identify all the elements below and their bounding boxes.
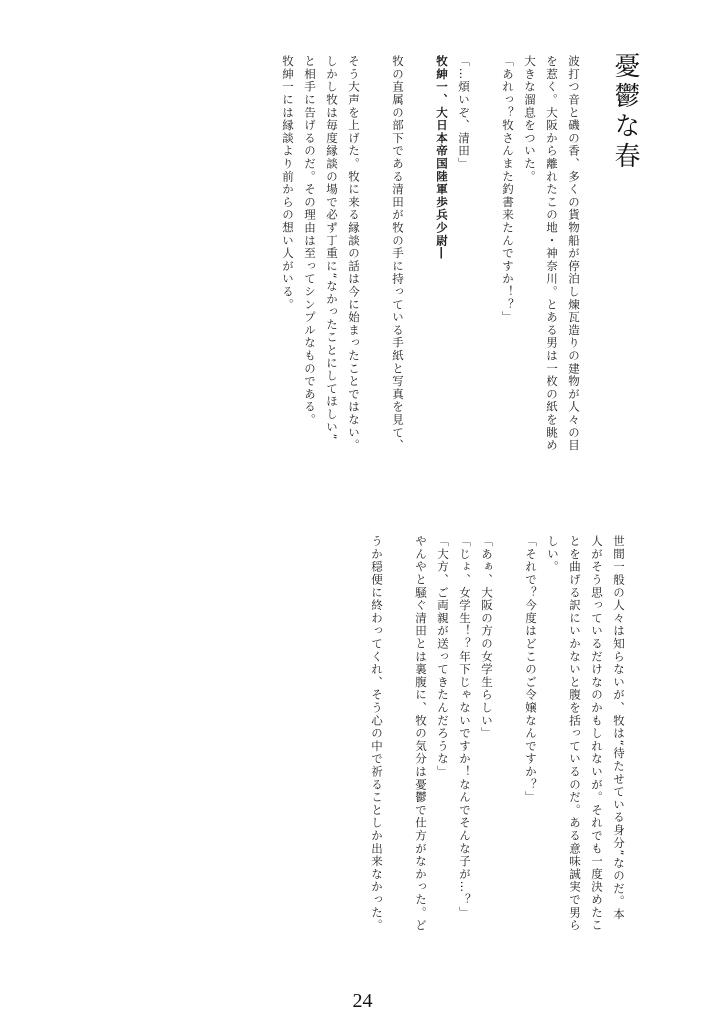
dialogue-line: 「あぁ、大阪の方の女学生らしい」	[480, 535, 494, 740]
rank-line: 牧紳一、大日本帝国陸軍歩兵少尉―	[435, 55, 449, 260]
bottom-text-block	[366, 535, 630, 965]
page-number: 24	[352, 990, 373, 1012]
text-line: とを曲げる訳にいかないと腹を括っているのだ。ある意味誠実で男ら	[568, 535, 582, 932]
text-line: そう大声を上げた。牧に来る縁談の話は今に始まったことではない。	[347, 55, 361, 452]
top-text-block	[255, 55, 585, 495]
text-line: 大きな溜息をついた。	[523, 55, 537, 183]
dialogue-line: 「…煩いぞ、清田」	[457, 55, 471, 171]
text-line: しい。	[546, 535, 560, 574]
text-line: 世間一般の人々は知らないが、牧は“待たせている身分”なのだ。本	[612, 535, 626, 921]
text-line: やんやと騒ぐ清田とは裏腹に、牧の気分は憂鬱で仕方がなかった。ど	[414, 535, 428, 932]
text-line: うか穏便に終わってくれ、そう心の中で祈ることしか出来なかった。	[370, 535, 384, 932]
text-line: と相手に告げるのだ。その理由は至ってシンプルなものである。	[303, 55, 317, 427]
dialogue-line: 「あれっ？牧さんまた釣書来たんですか！？」	[501, 55, 515, 324]
chapter-title: 憂鬱な春	[610, 52, 640, 172]
text-line: 牧紳一には縁談より前からの想い人がいる。	[281, 55, 295, 311]
dialogue-line: 「じょ、女学生！？年下じゃないですか！なんでそんな子が…？」	[458, 535, 472, 919]
dialogue-line: 「大方、ご両親が送ってきたんだろうな」	[436, 535, 450, 779]
text-line: 波打つ音と磯の香、多くの貨物船が停泊し煉瓦造りの建物が人々の目	[567, 55, 581, 452]
text-line: 人がそう思っているだけなのかもしれないが。それでも一度決めたこ	[590, 535, 604, 932]
text-line: 牧の直属の部下である清田が牧の手に持っている手紙と写真を見て、	[391, 55, 405, 452]
text-line: を惹く。大阪から離れたこの地・神奈川。とある男は一枚の紙を眺め	[545, 55, 559, 452]
dialogue-line: 「それで？今度はどこのご令嬢なんですか？」	[524, 535, 538, 804]
text-line: しかし牧は毎度縁談の場で必ず丁重に“なかったことにしてほしい”	[325, 55, 339, 441]
